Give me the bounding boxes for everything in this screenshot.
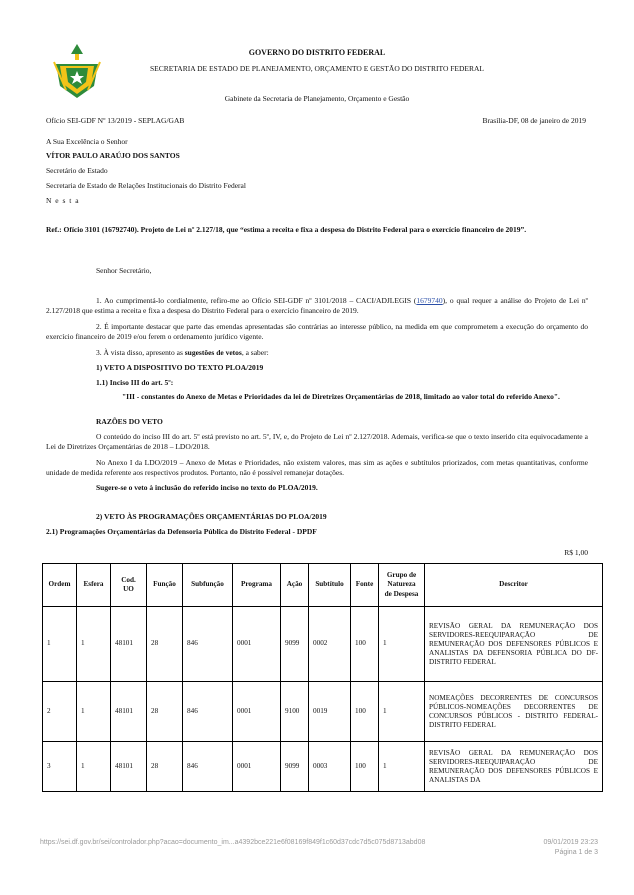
table-cell: 28 [147,742,183,792]
header-cell: Ordem [43,564,77,607]
paragraph-3-text-c: , a saber: [241,348,269,357]
table-cell: 48101 [111,742,147,792]
table-cell: 100 [351,607,379,682]
paragraph-3-bold: sugestões de vetos [184,348,242,357]
table-cell: 48101 [111,682,147,742]
table-cell: 0001 [233,682,281,742]
table-cell: 2 [43,682,77,742]
table-cell: 846 [183,607,233,682]
header-cell: Subtítulo [309,564,351,607]
office-title: Gabinete da Secretaria de Planejamento, Orçamento e Gestão [224,94,410,103]
addressee-salutation: A Sua Excelência o Senhor [46,137,128,146]
table-cell: 3 [43,742,77,792]
paragraph-1 [46,296,588,316]
reference-subject: Ref.: Ofício 3101 (16792740). Projeto de Lei nº 2.127/18, que “estima a receita e fixa a despesa do Distrito Federal para o exercício financeiro de 2019”. [46,225,527,234]
table-cell: 0001 [233,607,281,682]
secretariat-title: SECRETARIA DE ESTADO DE PLANEJAMENTO, ORÇAMENTO E GESTÃO DO DISTRITO FEDERAL [149,64,484,73]
table-cell: 1 [77,682,111,742]
footer-page-number: Página 1 de 3 [554,849,598,856]
table-cell: 9100 [281,682,309,742]
header-cell: Esfera [77,564,111,607]
paragraph-1-text-a: 1. Ao cumprimentá-lo cordialmente, refiro-me ao Ofício SEI-GDF nº 3101/2018 – CACI/ADJLEGIS ( [96,296,417,305]
header-cell: Fonte [351,564,379,607]
government-title: GOVERNO DO DISTRITO FEDERAL [248,48,386,57]
reason-1: O conteúdo do inciso III do art. 5º está previsto no art. 5º, IV, e, do Projeto de Lei nº 2.127/2018. Ademais, verifica-se que o texto inserido cita equivocadamente a Lei de Diretrizes Orçamentárias de 2018 – LDO/2018. [46,432,588,451]
table-cell: 28 [147,682,183,742]
table-cell: 100 [351,742,379,792]
table-cell: 846 [183,742,233,792]
footer-timestamp: 09/01/2019 23:23 [543,839,598,846]
paragraph-1-text-b: ), o qual requer a análise do Projeto de Lei nº 2.127/2018 que estima a receita e fixa a despesa do Distrito Federal para o exercício financeiro de 2019. [46,296,588,315]
reference-number: Ofício SEI-GDF Nº 13/2019 - SEPLAG/GAB [46,116,185,125]
veto-suggestion: Sugere-se o veto à inclusão do referido inciso no texto do PLOA/2019. [96,483,318,492]
document-date: Brasília-DF, 08 de janeiro de 2019 [482,116,586,125]
table-cell: 28 [147,607,183,682]
header-cell: Função [147,564,183,607]
table-cell: 1 [77,742,111,792]
currency-unit: R$ 1,00 [564,548,588,557]
section-2-subtitle: 2.1) Programações Orçamentárias da Defensoria Pública do Distrito Federal - DPDF [46,527,317,536]
table-cell: 1 [379,607,425,682]
document-link[interactable]: 1679740 [416,296,443,305]
table-cell: 0003 [309,742,351,792]
table-cell: 1 [43,607,77,682]
table-cell: 1 [77,607,111,682]
table-cell: 0001 [233,742,281,792]
paragraph-3 [96,348,269,358]
section-1-quote: "III - constantes do Anexo de Metas e Prioridades da lei de Diretrizes Orçamentárias de 2018, limitado ao valor total do referido Anexo". [122,392,560,401]
header-cell: Ação [281,564,309,607]
greeting: Senhor Secretário, [96,266,152,275]
addressee-name: VÍTOR PAULO ARAÚJO DOS SANTOS [46,151,180,160]
table-cell: 48101 [111,607,147,682]
addressee-department: Secretaria de Estado de Relações Institucionais do Distrito Federal [46,181,246,190]
reasons-title: RAZÕES DO VETO [96,417,163,426]
addressee-title: Secretário de Estado [46,166,108,175]
table-cell: 1 [379,682,425,742]
section-1-subtitle: 1.1) Inciso III do art. 5º: [96,378,174,387]
reason-2: No Anexo I da LDO/2019 – Anexo de Metas e Prioridades, não existem valores, mas sim as ações e subtítulos priorizados, com metas quantitativas, conforme unidade de medida referente aos respectivos produtos. Portanto, não é possível remanejar dotações. [46,458,588,477]
table-cell-descriptor: REVISÃO GERAL DA REMUNERAÇÃO DOS SERVIDORES-REEQUIPARAÇÃO DE REMUNERAÇÃO DOS DEFENSORES PÚBLICOS E ANALISTAS DA DEFENSORIA PÚBLICA DO DF-DISTRITO FEDERAL [425,607,603,682]
paragraph-3-text-a: 3. À vista disso, apresento as [96,348,185,357]
header-cell: Programa [233,564,281,607]
footer-url: https://sei.df.gov.br/sei/controlador.php?acao=documento_im...a4392bce221e6f08169f849f1c60d37cdc7d5c075d8713abd08 [40,839,426,846]
header-cell: Subfunção [183,564,233,607]
table-cell-descriptor: REVISÃO GERAL DA REMUNERAÇÃO DOS SERVIDORES-REEQUIPARAÇÃO DE REMUNERAÇÃO DOS DEFENSORES PÚBLICOS E ANALISTAS DA [425,742,603,792]
budget-programs-table [42,563,603,792]
table-cell: 846 [183,682,233,742]
paragraph-2: 2. É importante destacar que parte das emendas apresentadas são contrárias ao interesse público, na medida em que comprometem a execução do orçamento do exercício financeiro de 2019 e/ou ferem o ordenamento jurídico vigente. [46,322,588,341]
addressee-place: N e s t a [46,196,80,205]
table-cell: 0019 [309,682,351,742]
table-row [43,607,603,682]
table-cell: 9099 [281,607,309,682]
header-cell: Descritor [425,564,603,607]
table-row [43,742,603,792]
table-cell: 100 [351,682,379,742]
table-cell: 0002 [309,607,351,682]
section-2-title: 2) VETO ÀS PROGRAMAÇÕES ORÇAMENTÁRIAS DO PLOA/2019 [96,512,327,521]
table-cell: 1 [379,742,425,792]
table-cell: 9099 [281,742,309,792]
table-header-row [43,564,603,607]
table-row [43,682,603,742]
header-cell: Cod. UO [111,564,147,607]
section-1-title: 1) VETO A DISPOSITIVO DO TEXTO PLOA/2019 [96,363,264,372]
table-cell-descriptor: NOMEAÇÕES DECORRENTES DE CONCURSOS PÚBLICOS-NOMEAÇÕES DECORRENTES DE CONCURSOS PÚBLICOS - DISTRITO FEDERAL-DISTRITO FEDERAL [425,682,603,742]
header-cell: Grupo de Natureza de Despesa [379,564,425,607]
